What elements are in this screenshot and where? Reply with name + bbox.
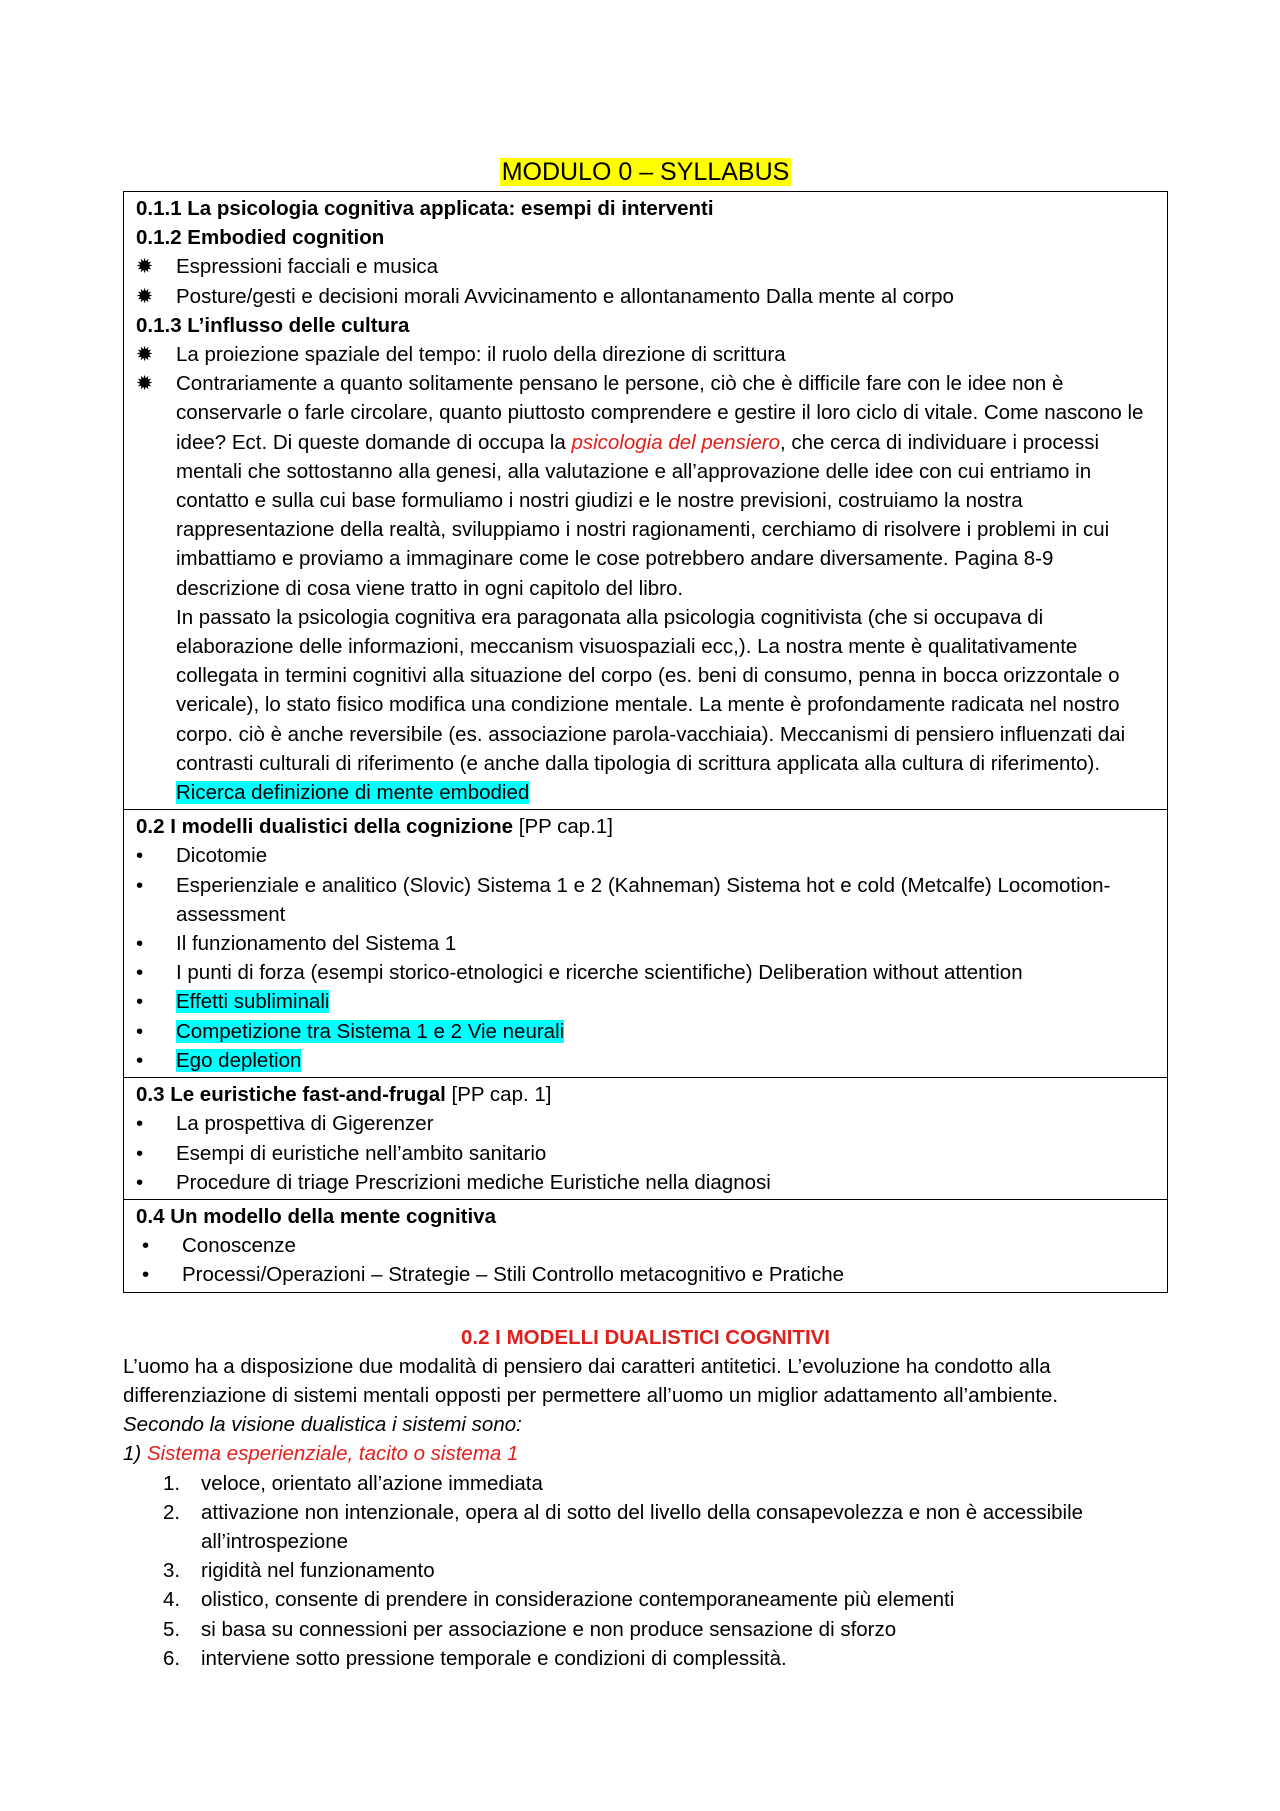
- table-cell: [124, 1078, 1168, 1200]
- paragraph: Secondo la visione dualistica i sistemi sono:: [123, 1413, 522, 1437]
- highlighted-text: Effetti subliminali: [176, 990, 330, 1014]
- list-item: • Processi/Operazioni – Strategie – Stili Controllo metacognitivo e Pratiche: [136, 1260, 1159, 1289]
- bullet-list: [136, 1109, 1159, 1197]
- bullet-icon: •: [136, 1141, 144, 1165]
- list-item: • Dicotomie: [136, 841, 1159, 870]
- section-heading: 0.3 Le euristiche fast-and-frugal [PP cap. 1]: [136, 1083, 552, 1107]
- section-heading: 0.2 I modelli dualistici della cognizione [PP cap.1]: [136, 815, 613, 839]
- highlighted-text: Ego depletion: [176, 1048, 302, 1072]
- list-item: [136, 987, 1159, 1016]
- bullet-icon: •: [136, 844, 144, 868]
- list-item: • Esperienziale e analitico (Slovic) Sistema 1 e 2 (Kahneman) Sistema hot e cold (Metcalfe) Locomotion-assessment: [136, 871, 1159, 929]
- page-title: MODULO 0 – SYLLABUS: [501, 158, 790, 186]
- list-item: • La prospettiva di Gigerenzer: [136, 1109, 1159, 1138]
- bullet-icon: ✹: [136, 284, 154, 308]
- syllabus-table: [123, 191, 1168, 1293]
- bullet-icon: ✹: [136, 255, 154, 279]
- bullet-icon: •: [136, 1048, 144, 1072]
- table-cell: [124, 192, 1168, 810]
- list-item: • Conoscenze: [136, 1231, 1159, 1260]
- list-item: • I punti di forza (esempi storico-etnologici e ricerche scientifiche) Deliberation without attention: [136, 958, 1159, 987]
- document-page: [123, 155, 1168, 1673]
- title-wrap: [123, 155, 1168, 191]
- bullet-icon: •: [142, 1263, 150, 1287]
- bullet-list: [136, 1231, 1159, 1289]
- table-row: [124, 192, 1168, 810]
- section-body: [123, 1323, 1168, 1673]
- table-cell: [124, 810, 1168, 1078]
- list-item: 2. attivazione non intenzionale, opera al di sotto del livello della consapevolezza e non è accessibile all’introspezione: [163, 1500, 1084, 1553]
- list-item: 4. olistico, consente di prendere in considerazione contemporaneamente più elementi: [163, 1588, 955, 1612]
- bullet-icon: •: [136, 1112, 144, 1136]
- list-item: ✹ La proiezione spaziale del tempo: il ruolo della direzione di scrittura: [136, 340, 1159, 369]
- bullet-list: [136, 841, 1159, 1075]
- table-row: [124, 1199, 1168, 1292]
- list-item: • Procedure di triage Prescrizioni mediche Euristiche nella diagnosi: [136, 1168, 1159, 1197]
- table-row: [124, 1078, 1168, 1200]
- section-heading: 0.1.2 Embodied cognition: [136, 226, 385, 250]
- list-item: [136, 1017, 1159, 1046]
- list-item: 1. veloce, orientato all’azione immediata: [163, 1471, 543, 1495]
- bullet-icon: ✹: [136, 343, 154, 367]
- bullet-icon: •: [136, 873, 144, 897]
- system-label: 1) Sistema esperienziale, tacito o sistema 1: [123, 1442, 519, 1466]
- section-heading: 0.1.3 L’influsso delle cultura: [136, 313, 410, 337]
- list-item: 6. interviene sotto pressione temporale e condizioni di complessità.: [163, 1646, 787, 1670]
- bullet-icon: •: [136, 990, 144, 1014]
- bullet-list: [136, 340, 1159, 807]
- table-row: [124, 810, 1168, 1078]
- list-item: ✹ Posture/gesti e decisioni morali Avvicinamento e allontanamento Dalla mente al corpo: [136, 282, 1159, 311]
- paragraph: In passato la psicologia cognitiva era paragonata alla psicologia cognitivista (che si occupava di elaborazione delle informazioni, meccanism visuospaziali ecc,). La nostra mente è qualitativamente collegata in termini cognitivi alla situazione del corpo (es. beni di consumo, penna in bocca orizzontale o vericale), lo stato fisico modifica una condizione mentale. La mente è profondamente radicata nel nostro corpo. ciò è anche reversibile (es. associazione parola-vacchiaia). Meccanismi di pensiero influenzati dai contrasti culturali di riferimento (e anche dalla tipologia di scrittura applicata alla cultura di riferimento). Ricerca definizione di mente embodied: [176, 605, 1126, 805]
- section-heading: 0.2 I MODELLI DUALISTICI COGNITIVI: [460, 1325, 831, 1349]
- bullet-icon: •: [136, 932, 144, 956]
- paragraph: L’uomo ha a disposizione due modalità di pensiero dai caratteri antitetici. L’evoluzione ha condotto alla differenziazione di sistemi mentali opposti per permettere all’uomo un miglior adattamento all’ambiente.: [123, 1354, 1059, 1407]
- bullet-list: [136, 252, 1159, 310]
- list-item: • Esempi di euristiche nell’ambito sanitario: [136, 1139, 1159, 1168]
- paragraph: Contrariamente a quanto solitamente pensano le persone, ciò che è difficile fare con le idee non è conservarle o farle circolare, quanto piuttosto comprendere e gestire il loro ciclo di vitale. Come nascono le idee? Ect. Di queste domande di occupa la psicologia del pensiero, che cerca di individuare i processi mentali che sottostanno alla genesi, alla valutazione e all’approvazione delle idee con cui entriamo in contatto e sulla cui base formuliamo i nostri giudizi e le nostre previsioni, costruiamo la nostra rappresentazione della realtà, sviluppiamo i nostri ragionamenti, cerchiamo di risolvere i problemi in cui imbattiamo e proviamo a immaginare come le cose potrebbero andare diversamente. Pagina 8-9 descrizione di cosa viene tratto in ogni capitolo del libro.: [176, 372, 1144, 600]
- list-item: 3. rigidità nel funzionamento: [163, 1559, 435, 1583]
- highlighted-text: Ricerca definizione di mente embodied: [176, 781, 530, 805]
- bullet-icon: •: [136, 1019, 144, 1043]
- list-item: ✹ Espressioni facciali e musica: [136, 252, 1159, 281]
- list-item: • Il funzionamento del Sistema 1: [136, 929, 1159, 958]
- section-heading: 0.1.1 La psicologia cognitiva applicata: esempi di interventi: [136, 197, 714, 220]
- list-item: [136, 1046, 1159, 1075]
- section-heading: 0.4 Un modello della mente cognitiva: [136, 1204, 496, 1228]
- bullet-icon: •: [142, 1234, 150, 1258]
- bullet-icon: ✹: [136, 372, 154, 396]
- table-cell: [124, 1199, 1168, 1292]
- highlight-term: psicologia del pensiero: [571, 430, 781, 454]
- bullet-icon: •: [136, 961, 144, 985]
- numbered-list: [123, 1469, 1168, 1673]
- highlighted-text: Competizione tra Sistema 1 e 2 Vie neurali: [176, 1019, 565, 1043]
- list-item: 5. si basa su connessioni per associazione e non produce sensazione di sforzo: [163, 1617, 897, 1641]
- list-item: [136, 369, 1159, 807]
- bullet-icon: •: [136, 1170, 144, 1194]
